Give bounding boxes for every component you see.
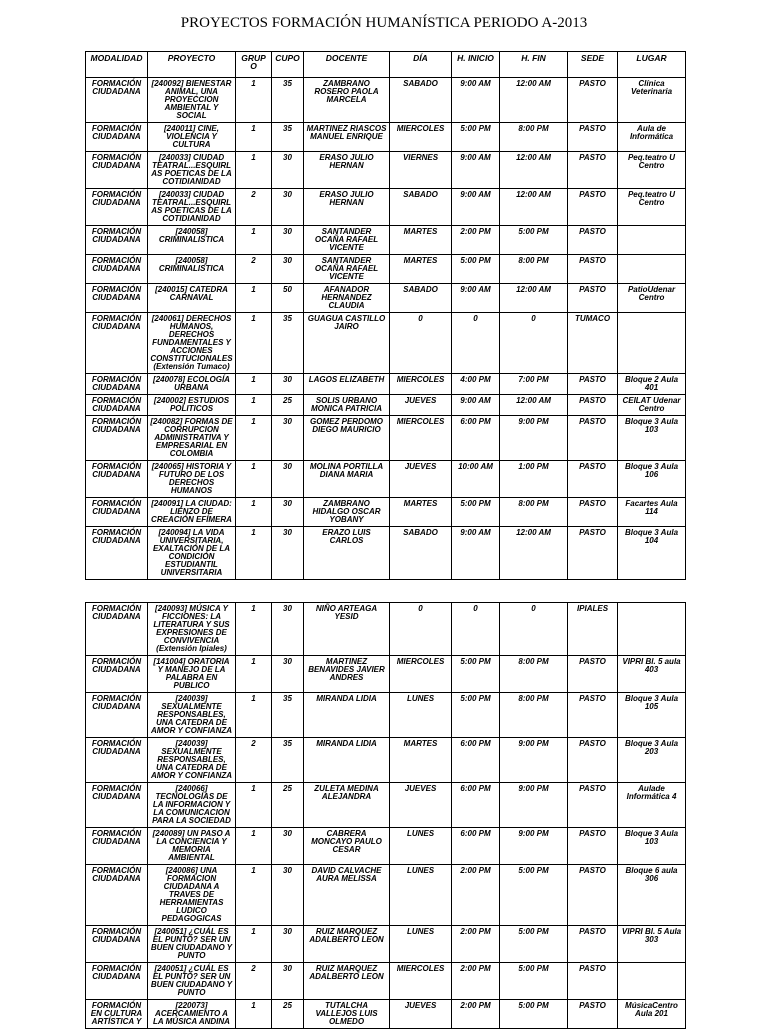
cell-proyecto: [240039] SEXUALMENTE RESPONSABLES, UNA CATEDRA DE AMOR Y CONFIANZA xyxy=(148,693,236,738)
header-grupo: GRUP O xyxy=(236,52,272,78)
cell-lugar: Bloque 3 Aula 103 xyxy=(618,828,686,865)
document-title: PROYECTOS FORMACIÓN HUMANÍSTICA PERIODO A-2013 xyxy=(180,15,588,31)
cell-hora-fin: 9:00 PM xyxy=(500,828,568,865)
cell-hora-inicio: 2:00 PM xyxy=(452,926,500,963)
cell-sede: PASTO xyxy=(568,123,618,152)
cell-grupo: 2 xyxy=(236,255,272,284)
cell-proyecto: [240094] LA VIDA UNIVERSITARIA, EXALTACIÓN DE LA CONDICIÓN ESTUDIANTIL UNIVERSITARIA xyxy=(148,527,236,580)
cell-proyecto: [240058] CRIMINALISTICA xyxy=(148,226,236,255)
header-hora-inicio: H. INICIO xyxy=(452,52,500,78)
cell-proyecto: [240065] HISTORIA Y FUTURO DE LOS DERECHOS HUMANOS xyxy=(148,461,236,498)
cell-hora-fin: 5:00 PM xyxy=(500,865,568,926)
cell-modalidad: FORMACIÓN CIUDADANA xyxy=(86,255,148,284)
cell-grupo: 1 xyxy=(236,226,272,255)
cell-hora-inicio: 9:00 AM xyxy=(452,527,500,580)
table-row xyxy=(86,395,686,416)
cell-cupo: 30 xyxy=(272,656,304,693)
table-row xyxy=(86,374,686,395)
cell-grupo: 1 xyxy=(236,395,272,416)
cell-docente: SOLIS URBANO MONICA PATRICIA xyxy=(304,395,390,416)
cell-grupo: 1 xyxy=(236,78,272,123)
cell-lugar: Facartes Aula 114 xyxy=(618,498,686,527)
cell-cupo: 30 xyxy=(272,226,304,255)
header-cupo: CUPO xyxy=(272,52,304,78)
cell-sede: PASTO xyxy=(568,865,618,926)
cell-lugar: PatioUdenar Centro xyxy=(618,284,686,313)
cell-proyecto: [240091] LA CIUDAD: LIENZO DE CREACIÓN EFÍMERA xyxy=(148,498,236,527)
cell-modalidad: FORMACIÓN CIUDADANA xyxy=(86,189,148,226)
cell-proyecto: [240051] ¿CUÁL ES EL PUNTO? SER UN BUEN CIUDADANO Y PUNTO xyxy=(148,963,236,1000)
cell-modalidad: FORMACIÓN CIUDADANA xyxy=(86,498,148,527)
cell-hora-inicio: 5:00 PM xyxy=(452,123,500,152)
cell-hora-inicio: 5:00 PM xyxy=(452,498,500,527)
cell-docente: ZAMBRANO HIDALGO OSCAR YOBANY xyxy=(304,498,390,527)
cell-modalidad: FORMACIÓN CIUDADANA xyxy=(86,738,148,783)
cell-sede: PASTO xyxy=(568,828,618,865)
cell-sede: PASTO xyxy=(568,78,618,123)
cell-hora-inicio: 9:00 AM xyxy=(452,152,500,189)
cell-hora-inicio: 9:00 AM xyxy=(452,284,500,313)
cell-modalidad: FORMACIÓN CIUDADANA xyxy=(86,461,148,498)
cell-sede: PASTO xyxy=(568,255,618,284)
cell-cupo: 30 xyxy=(272,828,304,865)
cell-proyecto: [240058] CRIMINALISTICA xyxy=(148,255,236,284)
cell-docente: ZULETA MEDINA ALEJANDRA xyxy=(304,783,390,828)
cell-lugar: VIPRI Bl. 5 Aula 303 xyxy=(618,926,686,963)
cell-modalidad: FORMACIÓN CIUDADANA xyxy=(86,284,148,313)
cell-cupo: 25 xyxy=(272,1000,304,1029)
cell-proyecto: [240011] CINE, VIOLENCIA Y CULTURA xyxy=(148,123,236,152)
table-row xyxy=(86,123,686,152)
cell-docente: MARTINEZ RIASCOS MANUEL ENRIQUE xyxy=(304,123,390,152)
cell-proyecto: [141004] ORATORIA Y MANEJO DE LA PALABRA EN PUBLICO xyxy=(148,656,236,693)
cell-cupo: 35 xyxy=(272,123,304,152)
cell-hora-inicio: 0 xyxy=(452,603,500,656)
cell-proyecto: [240015] CATEDRA CARNAVAL xyxy=(148,284,236,313)
table-row xyxy=(86,865,686,926)
cell-hora-fin: 12:00 AM xyxy=(500,284,568,313)
cell-hora-fin: 5:00 PM xyxy=(500,226,568,255)
cell-sede: PASTO xyxy=(568,416,618,461)
cell-hora-fin: 0 xyxy=(500,603,568,656)
cell-grupo: 2 xyxy=(236,189,272,226)
cell-cupo: 35 xyxy=(272,78,304,123)
cell-docente: AFANADOR HERNANDEZ CLAUDIA xyxy=(304,284,390,313)
cell-lugar: Bloque 3 Aula 105 xyxy=(618,693,686,738)
header-docente: DOCENTE xyxy=(304,52,390,78)
cell-sede: PASTO xyxy=(568,284,618,313)
table-row xyxy=(86,255,686,284)
cell-docente: MOLINA PORTILLA DIANA MARIA xyxy=(304,461,390,498)
cell-docente: TUTALCHA VALLEJOS LUIS OLMEDO xyxy=(304,1000,390,1029)
cell-docente: CABRERA MONCAYO PAULO CESAR xyxy=(304,828,390,865)
cell-grupo: 1 xyxy=(236,603,272,656)
table-row xyxy=(86,963,686,1000)
table-row xyxy=(86,603,686,656)
cell-hora-fin: 12:00 AM xyxy=(500,189,568,226)
table-row xyxy=(86,416,686,461)
cell-cupo: 25 xyxy=(272,395,304,416)
cell-grupo: 1 xyxy=(236,416,272,461)
cell-hora-inicio: 6:00 PM xyxy=(452,738,500,783)
cell-modalidad: FORMACIÓN CIUDADANA xyxy=(86,313,148,374)
cell-lugar: Bloque 6 aula 306 xyxy=(618,865,686,926)
table-row xyxy=(86,498,686,527)
cell-dia: MIERCOLES xyxy=(390,374,452,395)
cell-modalidad: FORMACIÓN CIUDADANA xyxy=(86,783,148,828)
cell-lugar: CEILAT Udenar Centro xyxy=(618,395,686,416)
cell-sede: IPIALES xyxy=(568,603,618,656)
cell-dia: LUNES xyxy=(390,693,452,738)
cell-proyecto: [240033] CIUDAD TEATRAL...ESQUIRL AS POETICAS DE LA COTIDIANIDAD xyxy=(148,152,236,189)
cell-dia: MIERCOLES xyxy=(390,656,452,693)
cell-dia: 0 xyxy=(390,313,452,374)
cell-docente: MARTINEZ BENAVIDES JAVIER ANDRES xyxy=(304,656,390,693)
table-row xyxy=(86,926,686,963)
cell-modalidad: FORMACIÓN EN CULTURA ARTÍSTICA Y xyxy=(86,1000,148,1029)
cell-lugar: Bloque 3 Aula 103 xyxy=(618,416,686,461)
header-modalidad: MODALIDAD xyxy=(86,52,148,78)
cell-dia: SABADO xyxy=(390,527,452,580)
cell-proyecto: [240051] ¿CUÁL ES EL PUNTO? SER UN BUEN CIUDADANO Y PUNTO xyxy=(148,926,236,963)
cell-grupo: 1 xyxy=(236,374,272,395)
cell-sede: PASTO xyxy=(568,693,618,738)
cell-dia: LUNES xyxy=(390,865,452,926)
cell-sede: PASTO xyxy=(568,783,618,828)
cell-cupo: 25 xyxy=(272,783,304,828)
cell-proyecto: [240061] DERECHOS HUMANOS, DERECHOS FUNDAMENTALES Y ACCIONES CONSTITUCIONALES (Extensión Tumaco) xyxy=(148,313,236,374)
cell-hora-inicio: 5:00 PM xyxy=(452,656,500,693)
cell-proyecto: [240078] ECOLOGÍA URBANA xyxy=(148,374,236,395)
cell-modalidad: FORMACIÓN CIUDADANA xyxy=(86,865,148,926)
cell-dia: JUEVES xyxy=(390,395,452,416)
cell-grupo: 1 xyxy=(236,865,272,926)
cell-proyecto: [240086] UNA FORMACION CIUDADANA A TRAVES DE HERRAMIENTAS LUDICO PEDAGOGICAS xyxy=(148,865,236,926)
cell-hora-fin: 12:00 AM xyxy=(500,152,568,189)
cell-modalidad: FORMACIÓN CIUDADANA xyxy=(86,828,148,865)
cell-hora-fin: 8:00 PM xyxy=(500,255,568,284)
cell-sede: PASTO xyxy=(568,461,618,498)
cell-lugar xyxy=(618,603,686,656)
cell-cupo: 30 xyxy=(272,416,304,461)
cell-grupo: 1 xyxy=(236,783,272,828)
table-row xyxy=(86,461,686,498)
cell-grupo: 1 xyxy=(236,123,272,152)
cell-cupo: 50 xyxy=(272,284,304,313)
cell-proyecto: [240082] FORMAS DE CORRUPCION ADMINISTRATIVA Y EMPRESARIAL EN COLOMBIA xyxy=(148,416,236,461)
cell-proyecto: [240092] BIENESTAR ANIMAL, UNA PROYECCION AMBIENTAL Y SOCIAL xyxy=(148,78,236,123)
cell-docente: ZAMBRANO ROSERO PAOLA MARCELA xyxy=(304,78,390,123)
schedule-table-1 xyxy=(85,51,686,580)
schedule-table-2 xyxy=(85,602,686,1029)
cell-hora-inicio: 6:00 PM xyxy=(452,416,500,461)
cell-hora-fin: 8:00 PM xyxy=(500,498,568,527)
cell-modalidad: FORMACIÓN CIUDADANA xyxy=(86,603,148,656)
cell-docente: SANTANDER OCAÑA RAFAEL VICENTE xyxy=(304,255,390,284)
cell-modalidad: FORMACIÓN CIUDADANA xyxy=(86,926,148,963)
cell-lugar: Aulade Informática 4 xyxy=(618,783,686,828)
cell-modalidad: FORMACIÓN CIUDADANA xyxy=(86,78,148,123)
cell-dia: SABADO xyxy=(390,78,452,123)
cell-sede: PASTO xyxy=(568,498,618,527)
cell-grupo: 1 xyxy=(236,656,272,693)
header-proyecto: PROYECTO xyxy=(148,52,236,78)
table-row xyxy=(86,828,686,865)
cell-hora-inicio: 5:00 PM xyxy=(452,693,500,738)
cell-hora-fin: 9:00 PM xyxy=(500,783,568,828)
cell-cupo: 30 xyxy=(272,865,304,926)
cell-grupo: 2 xyxy=(236,963,272,1000)
cell-proyecto: [240066] TECNOLOGÍAS DE LA INFORMACION Y LA COMUNICACION PARA LA SOCIEDAD xyxy=(148,783,236,828)
cell-dia: LUNES xyxy=(390,828,452,865)
cell-sede: PASTO xyxy=(568,926,618,963)
cell-lugar: Bloque 3 Aula 203 xyxy=(618,738,686,783)
header-sede: SEDE xyxy=(568,52,618,78)
cell-cupo: 35 xyxy=(272,738,304,783)
cell-hora-inicio: 5:00 PM xyxy=(452,255,500,284)
cell-modalidad: FORMACIÓN CIUDADANA xyxy=(86,963,148,1000)
cell-sede: PASTO xyxy=(568,1000,618,1029)
cell-hora-inicio: 2:00 PM xyxy=(452,226,500,255)
cell-lugar: Clínica Veterinaria xyxy=(618,78,686,123)
cell-hora-inicio: 9:00 AM xyxy=(452,395,500,416)
cell-cupo: 30 xyxy=(272,527,304,580)
cell-sede: PASTO xyxy=(568,395,618,416)
cell-hora-fin: 8:00 PM xyxy=(500,123,568,152)
cell-sede: PASTO xyxy=(568,656,618,693)
cell-lugar: MúsicaCentro Aula 201 xyxy=(618,1000,686,1029)
cell-lugar xyxy=(618,963,686,1000)
table-header-row xyxy=(86,52,686,78)
cell-sede: PASTO xyxy=(568,738,618,783)
cell-dia: JUEVES xyxy=(390,1000,452,1029)
cell-sede: PASTO xyxy=(568,963,618,1000)
cell-modalidad: FORMACIÓN CIUDADANA xyxy=(86,152,148,189)
cell-dia: MIERCOLES xyxy=(390,123,452,152)
cell-modalidad: FORMACIÓN CIUDADANA xyxy=(86,527,148,580)
cell-grupo: 1 xyxy=(236,527,272,580)
cell-cupo: 30 xyxy=(272,374,304,395)
cell-grupo: 1 xyxy=(236,1000,272,1029)
cell-proyecto: [240002] ESTUDIOS POLITICOS xyxy=(148,395,236,416)
cell-docente: MIRANDA LIDIA xyxy=(304,693,390,738)
cell-grupo: 1 xyxy=(236,926,272,963)
cell-modalidad: FORMACIÓN CIUDADANA xyxy=(86,395,148,416)
header-dia: DÍA xyxy=(390,52,452,78)
cell-cupo: 30 xyxy=(272,189,304,226)
cell-lugar: Bloque 3 Aula 106 xyxy=(618,461,686,498)
cell-hora-fin: 8:00 PM xyxy=(500,656,568,693)
cell-docente: DAVID CALVACHE AURA MELISSA xyxy=(304,865,390,926)
table-row xyxy=(86,284,686,313)
cell-lugar: Bloque 3 Aula 104 xyxy=(618,527,686,580)
cell-docente: ERASO JULIO HERNAN xyxy=(304,152,390,189)
cell-sede: PASTO xyxy=(568,189,618,226)
cell-dia: SABADO xyxy=(390,189,452,226)
cell-hora-fin: 12:00 AM xyxy=(500,78,568,123)
cell-hora-inicio: 2:00 PM xyxy=(452,963,500,1000)
table-row xyxy=(86,656,686,693)
cell-dia: JUEVES xyxy=(390,783,452,828)
cell-hora-inicio: 2:00 PM xyxy=(452,865,500,926)
cell-hora-inicio: 9:00 AM xyxy=(452,78,500,123)
cell-hora-fin: 7:00 PM xyxy=(500,374,568,395)
cell-sede: TUMACO xyxy=(568,313,618,374)
cell-cupo: 30 xyxy=(272,926,304,963)
cell-sede: PASTO xyxy=(568,226,618,255)
cell-lugar xyxy=(618,255,686,284)
cell-dia: MIERCOLES xyxy=(390,963,452,1000)
cell-grupo: 1 xyxy=(236,828,272,865)
table-row xyxy=(86,1000,686,1029)
schedule-table-1-body xyxy=(86,78,686,580)
cell-grupo: 1 xyxy=(236,284,272,313)
cell-lugar: VIPRI Bl. 5 aula 403 xyxy=(618,656,686,693)
cell-docente: LAGOS ELIZABETH xyxy=(304,374,390,395)
cell-modalidad: FORMACIÓN CIUDADANA xyxy=(86,693,148,738)
cell-hora-fin: 12:00 AM xyxy=(500,395,568,416)
cell-docente: GUAGUA CASTILLO JAIRO xyxy=(304,313,390,374)
cell-docente: RUIZ MARQUEZ ADALBERTO LEON xyxy=(304,926,390,963)
schedule-table-2-body xyxy=(86,603,686,1029)
cell-hora-fin: 12:00 AM xyxy=(500,527,568,580)
cell-hora-inicio: 2:00 PM xyxy=(452,1000,500,1029)
cell-modalidad: FORMACIÓN CIUDADANA xyxy=(86,374,148,395)
cell-cupo: 30 xyxy=(272,603,304,656)
cell-hora-inicio: 4:00 PM xyxy=(452,374,500,395)
cell-sede: PASTO xyxy=(568,527,618,580)
cell-hora-inicio: 6:00 PM xyxy=(452,828,500,865)
cell-proyecto: [240039] SEXUALMENTE RESPONSABLES, UNA CATEDRA DE AMOR Y CONFIANZA xyxy=(148,738,236,783)
cell-hora-inicio: 9:00 AM xyxy=(452,189,500,226)
cell-grupo: 1 xyxy=(236,693,272,738)
cell-dia: 0 xyxy=(390,603,452,656)
cell-docente: SANTANDER OCAÑA RAFAEL VICENTE xyxy=(304,226,390,255)
cell-dia: MARTES xyxy=(390,738,452,783)
cell-cupo: 30 xyxy=(272,461,304,498)
table-row xyxy=(86,78,686,123)
cell-grupo: 2 xyxy=(236,738,272,783)
table-row xyxy=(86,226,686,255)
cell-hora-fin: 9:00 PM xyxy=(500,416,568,461)
cell-modalidad: FORMACIÓN CIUDADANA xyxy=(86,416,148,461)
cell-lugar: Bloque 2 Aula 401 xyxy=(618,374,686,395)
cell-dia: JUEVES xyxy=(390,461,452,498)
table-row xyxy=(86,189,686,226)
cell-cupo: 30 xyxy=(272,255,304,284)
cell-lugar: Peq.teatro U Centro xyxy=(618,152,686,189)
header-hora-fin: H. FIN xyxy=(500,52,568,78)
cell-hora-inicio: 6:00 PM xyxy=(452,783,500,828)
table-row xyxy=(86,783,686,828)
cell-hora-inicio: 10:00 AM xyxy=(452,461,500,498)
cell-hora-fin: 0 xyxy=(500,313,568,374)
cell-hora-inicio: 0 xyxy=(452,313,500,374)
cell-grupo: 1 xyxy=(236,152,272,189)
cell-cupo: 30 xyxy=(272,152,304,189)
cell-grupo: 1 xyxy=(236,461,272,498)
cell-cupo: 30 xyxy=(272,963,304,1000)
cell-hora-fin: 5:00 PM xyxy=(500,1000,568,1029)
cell-dia: MARTES xyxy=(390,498,452,527)
cell-dia: MARTES xyxy=(390,255,452,284)
cell-cupo: 30 xyxy=(272,498,304,527)
cell-docente: ERASO JULIO HERNAN xyxy=(304,189,390,226)
cell-cupo: 35 xyxy=(272,313,304,374)
cell-dia: VIERNES xyxy=(390,152,452,189)
cell-hora-fin: 8:00 PM xyxy=(500,693,568,738)
cell-docente: ERAZO LUIS CARLOS xyxy=(304,527,390,580)
cell-modalidad: FORMACIÓN CIUDADANA xyxy=(86,123,148,152)
header-lugar: LUGAR xyxy=(618,52,686,78)
cell-docente: MIRANDA LIDIA xyxy=(304,738,390,783)
table-row xyxy=(86,693,686,738)
cell-hora-fin: 1:00 PM xyxy=(500,461,568,498)
cell-dia: MIERCOLES xyxy=(390,416,452,461)
cell-dia: LUNES xyxy=(390,926,452,963)
cell-modalidad: FORMACIÓN CIUDADANA xyxy=(86,656,148,693)
table-row xyxy=(86,152,686,189)
cell-docente: NIÑO ARTEAGA YESID xyxy=(304,603,390,656)
cell-lugar xyxy=(618,226,686,255)
cell-lugar: Peq.teatro U Centro xyxy=(618,189,686,226)
cell-modalidad: FORMACIÓN CIUDADANA xyxy=(86,226,148,255)
cell-lugar xyxy=(618,313,686,374)
cell-dia: SABADO xyxy=(390,284,452,313)
cell-docente: RUIZ MARQUEZ ADALBERTO LEON xyxy=(304,963,390,1000)
cell-hora-fin: 9:00 PM xyxy=(500,738,568,783)
table-row xyxy=(86,738,686,783)
cell-sede: PASTO xyxy=(568,152,618,189)
cell-docente: GOMEZ PERDOMO DIEGO MAURICIO xyxy=(304,416,390,461)
cell-cupo: 35 xyxy=(272,693,304,738)
cell-hora-fin: 5:00 PM xyxy=(500,963,568,1000)
cell-proyecto: [220073] ACERCAMIENTO A LA MÚSICA ANDINA xyxy=(148,1000,236,1029)
cell-grupo: 1 xyxy=(236,313,272,374)
table-row xyxy=(86,313,686,374)
cell-proyecto: [240089] UN PASO A LA CONCIENCIA Y MEMORIA AMBIENTAL xyxy=(148,828,236,865)
cell-proyecto: [240033] CIUDAD TEATRAL...ESQUIRL AS POETICAS DE LA COTIDIANIDAD xyxy=(148,189,236,226)
cell-dia: MARTES xyxy=(390,226,452,255)
table-row xyxy=(86,527,686,580)
cell-hora-fin: 5:00 PM xyxy=(500,926,568,963)
cell-sede: PASTO xyxy=(568,374,618,395)
cell-proyecto: [240093] MÚSICA Y FICCIONES: LA LITERATURA Y SUS EXPRESIONES DE CONVIVENCIA (Extensión Ipiales) xyxy=(148,603,236,656)
cell-grupo: 1 xyxy=(236,498,272,527)
cell-lugar: Aula de Informática xyxy=(618,123,686,152)
